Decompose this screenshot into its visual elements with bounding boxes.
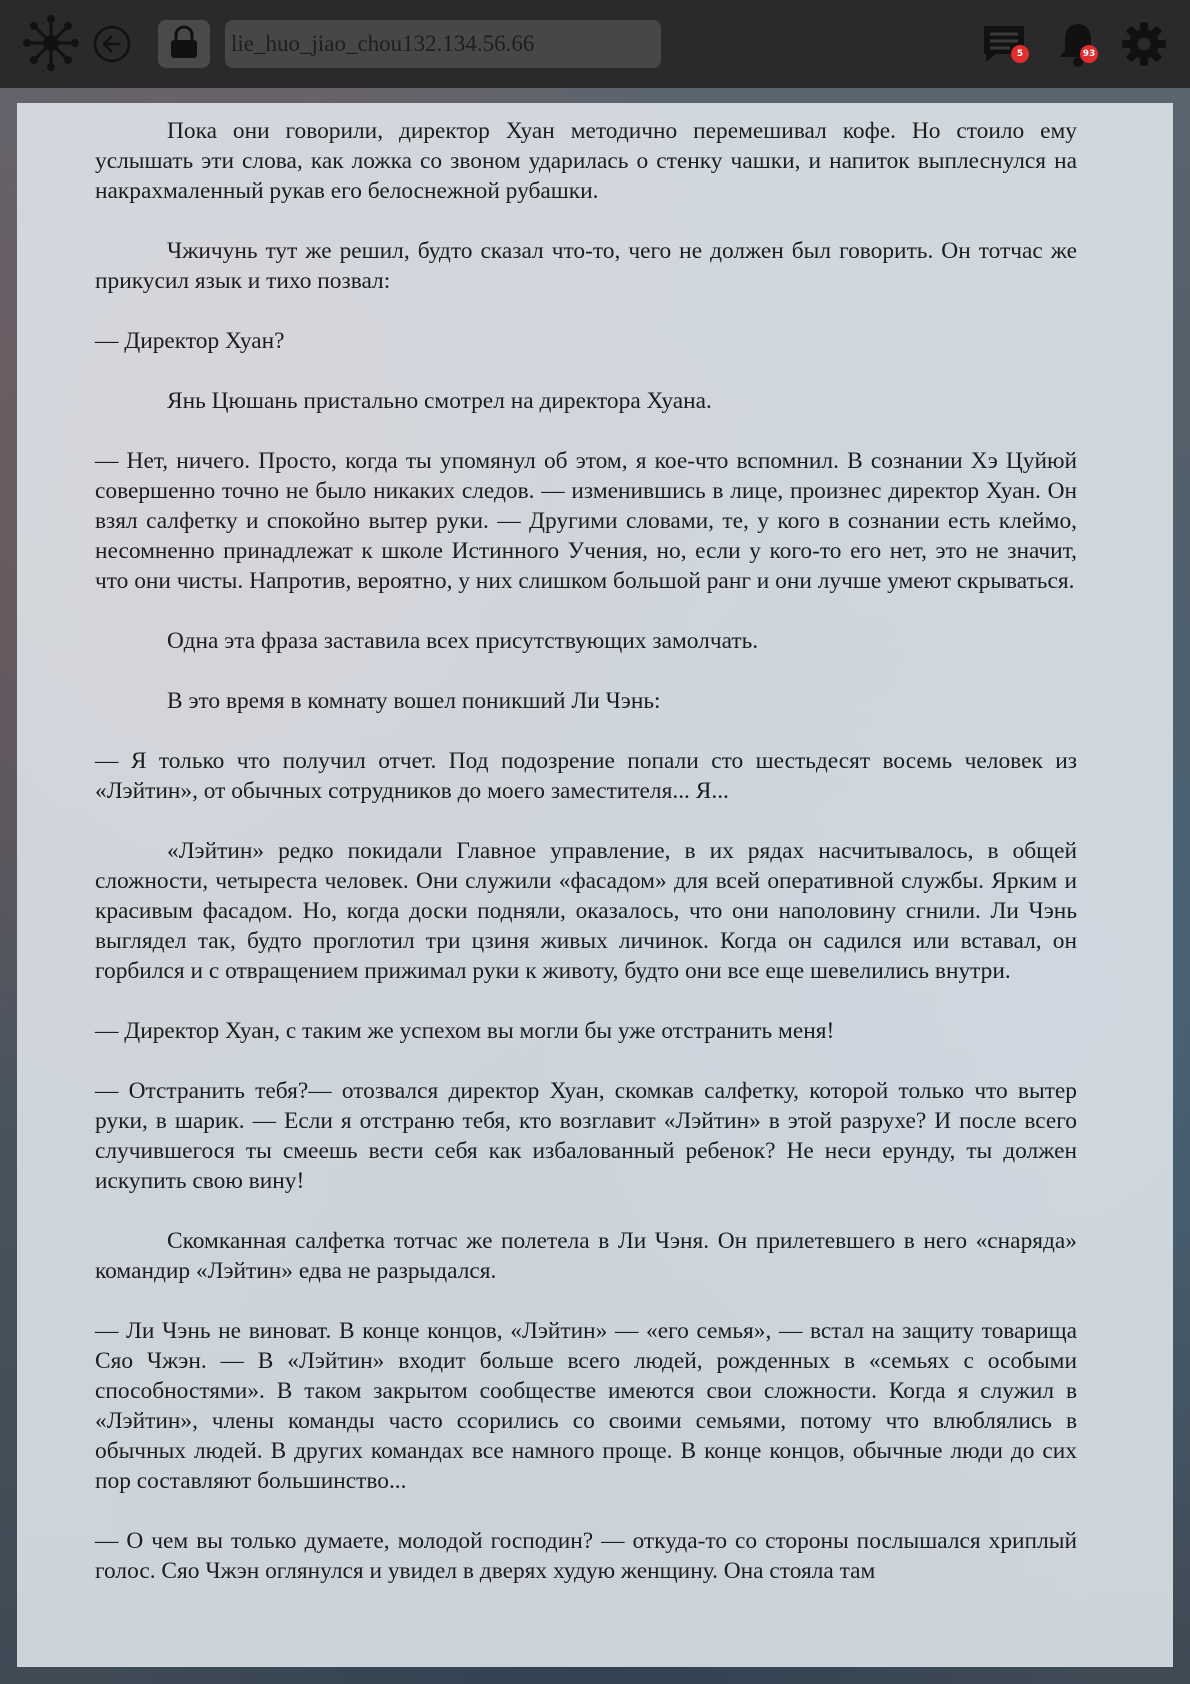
chapter-text <box>95 116 1077 1586</box>
network-hub-icon[interactable] <box>22 14 80 72</box>
address-field[interactable] <box>225 20 661 68</box>
top-toolbar <box>0 0 1190 88</box>
paragraph: — Ли Чэнь не виноват. В конце концов, «Лэйтин» — «его семья», — встал на защиту товарища Сяо Чжэн. — В «Лэйтин» входит больше всего людей, рожденных в «семьях с особыми способностями». В таком закрытом сообществе имеются свои сложности. Когда я служил в «Лэйтин», члены команды часто ссорились со своими семьями, потому что влюблялись в обычных людей. В других командах все намного проще. В конце концов, обычные люди до сих пор составляют большинство... <box>95 1318 1077 1494</box>
paragraph: «Лэйтин» редко покидали Главное управление, в их рядах насчитывалось, в общей сложности, четыреста человек. Они служили «фасадом» для всей оперативной службы. Ярким и красивым фасадом. Но, когда доски подняли, оказалось, что они наполовину сгнили. Ли Чэнь выглядел так, будто проглотил три цзиня живых личинок. Когда он садился или вставал, он горбился и с отвращением прижимал руки к животу, будто они все еще шевелились внутри. <box>95 838 1077 984</box>
paragraph: — О чем вы только думаете, молодой господин? — откуда-то со стороны послышался хриплый голос. Сяо Чжэн оглянулся и увидел в дверях худую женщину. Она стояла там <box>95 1528 1077 1584</box>
notifications-badge: 93 <box>1080 45 1098 63</box>
paragraph: — Отстранить тебя?— отозвался директор Хуан, скомкав салфетку, которой только что вытер руки, в шарик. — Если я отстраню тебя, кто возглавит «Лэйтин» в этой разрухе? И после всего случившегося ты смеешь вести себя как избалованный ребенок? Не неси ерунду, ты должен искупить свою вину! <box>95 1078 1077 1194</box>
lock-icon <box>167 24 201 65</box>
paragraph: — Директор Хуан, с таким же успехом вы могли бы уже отстранить меня! <box>95 1018 835 1044</box>
paragraph: — Я только что получил отчет. Под подозрение попали сто шестьдесят восемь человек из «Лэйтин», от обычных сотрудников до моего заместителя... Я... <box>95 748 1077 804</box>
paragraph: — Нет, ничего. Просто, когда ты упомянул об этом, я кое-что вспомнил. В сознании Хэ Цуйюй совершенно точно не было никаких следов. — изменившись в лице, произнес директор Хуан. Он взял салфетку и спокойно вытер руки. — Другими словами, те, у кого в сознании есть клеймо, несомненно принадлежат к школе Истинного Учения, но, если у кого-то его нет, это не значит, что они чисты. Напротив, вероятно, у них слишком большой ранг и они лучше умеют скрываться. <box>95 448 1077 594</box>
paragraph: — Директор Хуан? <box>95 328 285 354</box>
messages-badge: 5 <box>1011 45 1029 63</box>
back-arrow-icon[interactable] <box>92 24 132 64</box>
paragraph: Янь Цюшань пристально смотрел на директора Хуана. <box>167 388 712 414</box>
paragraph: Скомканная салфетка тотчас же полетела в Ли Чэня. Он прилетевшего в него «снаряда» командир «Лэйтин» едва не разрыдался. <box>95 1228 1077 1284</box>
paragraph: Пока они говорили, директор Хуан методично перемешивал кофе. Но стоило ему услышать эти слова, как ложка со звоном ударилась о стенку чашки, и напиток выплеснулся на накрахмаленный рукав его белоснежной рубашки. <box>95 118 1077 204</box>
paragraph: Одна эта фраза заставила всех присутствующих замолчать. <box>167 628 759 654</box>
gear-icon[interactable] <box>1120 20 1168 68</box>
lock-button[interactable] <box>158 20 210 68</box>
address-input[interactable] <box>231 31 655 57</box>
reading-pane[interactable] <box>17 103 1173 1667</box>
paragraph: Чжичунь тут же решил, будто сказал что-то, чего не должен был говорить. Он тотчас же прикусил язык и тихо позвал: <box>95 238 1077 294</box>
paragraph: В это время в комнату вошел поникший Ли Чэнь: <box>167 688 661 714</box>
